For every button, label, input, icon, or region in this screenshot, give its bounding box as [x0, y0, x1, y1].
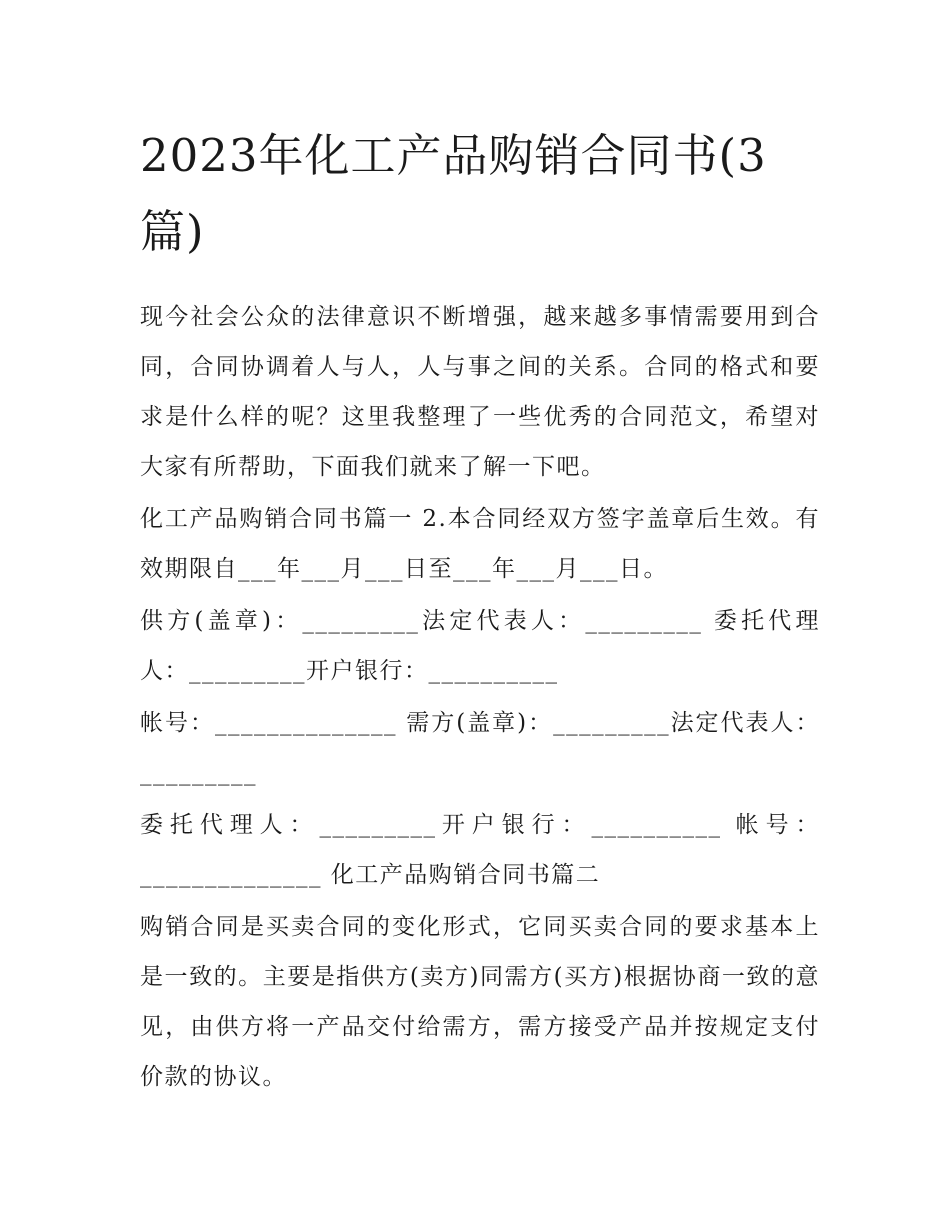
document-title: 2023年化工产品购销合同书(3篇) — [140, 129, 767, 258]
paragraph-agent-bank: 委托代理人：_________开户银行：__________ 帐号：______________ 化工产品购销合同书篇二 — [140, 812, 820, 888]
paragraph-intro: 现今社会公众的法律意识不断增强，越来越多事情需要用到合同，合同协调着人与人，人与事之间的关系。合同的格式和要求是什么样的呢？这里我整理了一些优秀的合同范文，希望对大家有所帮助，下面我们就来了解一下吧。 — [140, 304, 820, 480]
document-page — [140, 118, 820, 1102]
paragraph-contract-two: 购销合同是买卖合同的变化形式，它同买卖合同的要求基本上是一致的。主要是指供方(卖方)同需方(买方)根据协商一致的意见，由供方将一产品交付给需方，需方接受产品并按规定支付价款的协议。 — [140, 914, 820, 1090]
paragraph-contract-one: 化工产品购销合同书篇一 2.本合同经双方签字盖章后生效。有效期限自___年___月___日至___年___月___日。 — [140, 506, 820, 582]
paragraph-account-buyer: 帐号：______________ 需方(盖章)：_________法定代表人：_________ — [140, 710, 820, 786]
paragraph-supplier-info: 供方(盖章)：_________法定代表人：_________ 委托代理人：_________开户银行：__________ — [140, 608, 820, 684]
